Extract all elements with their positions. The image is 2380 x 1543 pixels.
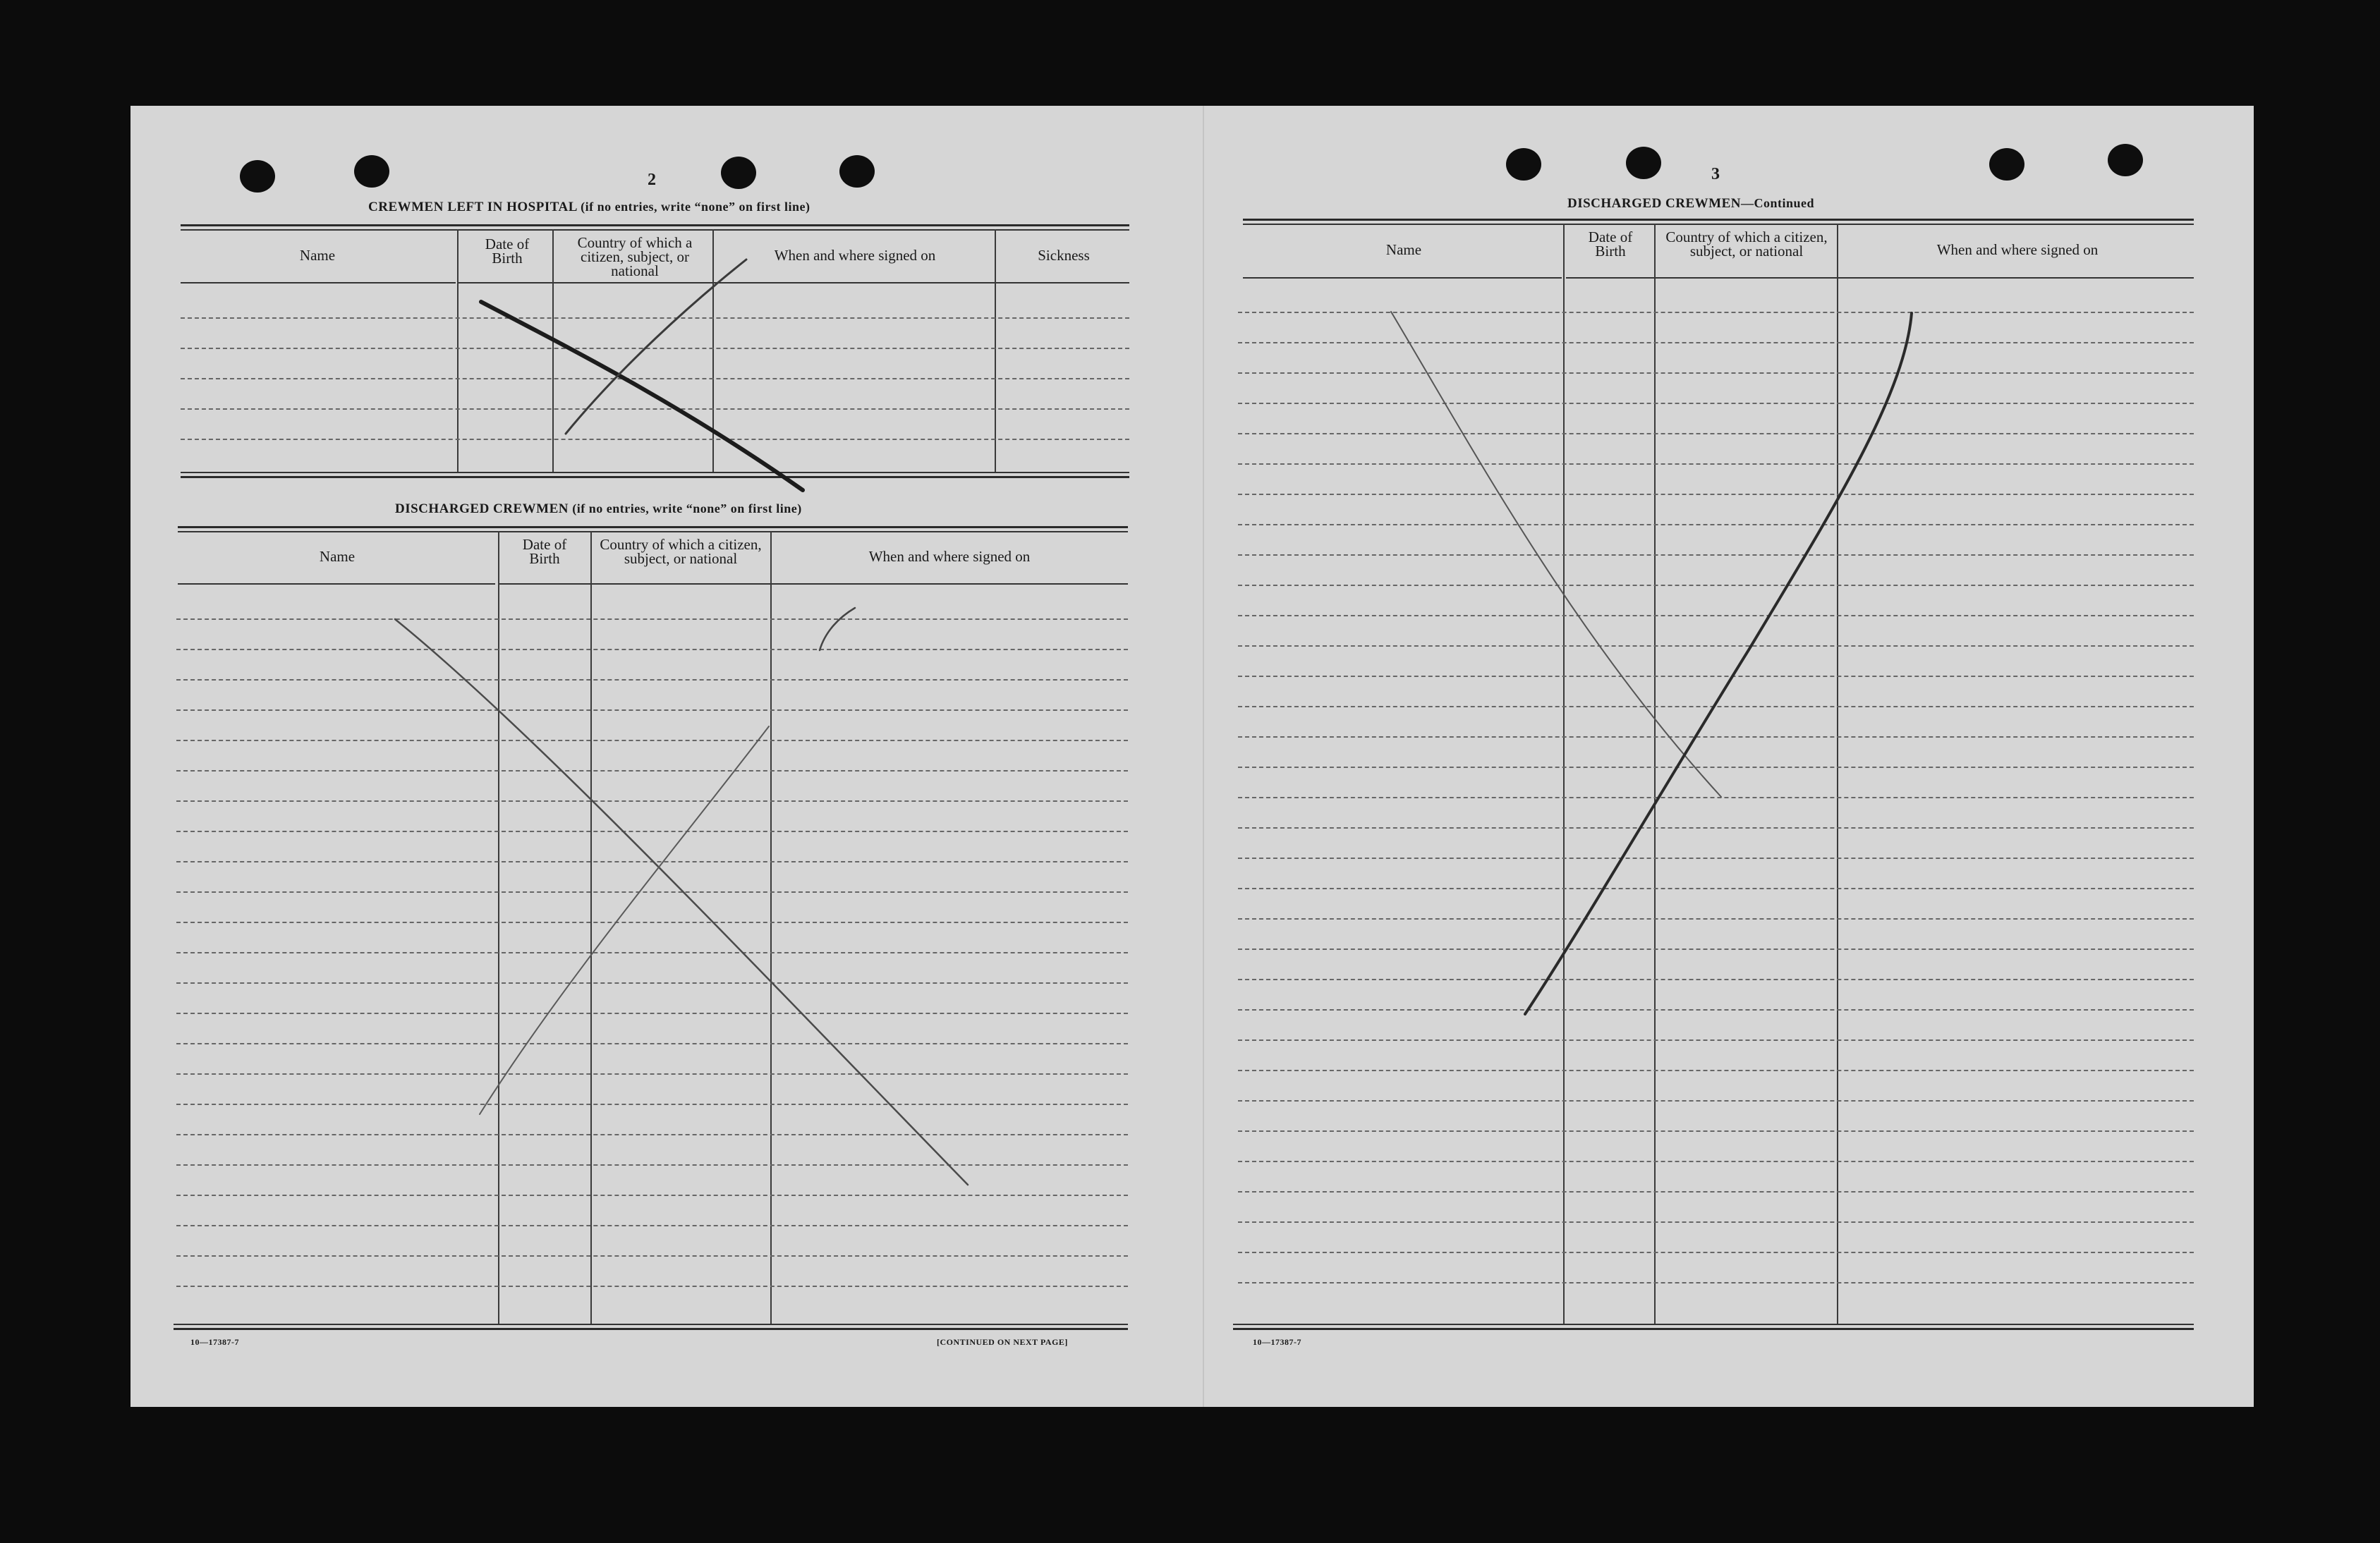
section-title-text: CREWMEN LEFT IN HOSPITAL (368, 200, 577, 214)
form-number: 10—17387-7 (1253, 1337, 1301, 1347)
section-instruction: (if no entries, write “none” on first line) (581, 200, 810, 214)
discharged-cross-stroke (395, 619, 968, 1185)
column-header-signed-on: When and where signed on (1936, 241, 2099, 258)
column-header-name: Name (319, 548, 356, 565)
column-header-name: Name (1385, 241, 1422, 258)
page-number: 3 (1711, 165, 1720, 183)
hospital-cross-stroke (481, 302, 803, 490)
column-header-signed-on: When and where signed on (774, 247, 936, 264)
continued-cross-stroke (1391, 312, 1721, 797)
column-header-country: Country of which a citizen, subject, or national (600, 536, 762, 567)
ink-tick-mark (820, 608, 855, 650)
section-instruction: (if no entries, write “none” on first line) (572, 501, 802, 516)
column-header-date-of-birth: Date of Birth (522, 536, 567, 567)
page-number: 2 (648, 171, 656, 189)
column-header-date-of-birth: Date of Birth (1588, 228, 1633, 260)
column-header-date-of-birth: Date of Birth (485, 236, 530, 267)
column-header-signed-on: When and where signed on (868, 548, 1031, 565)
continued-cross-stroke (1525, 313, 1912, 1014)
discharged-cross-stroke (480, 726, 769, 1114)
column-header-country: Country of which a citizen, subject, or national (1665, 228, 1828, 260)
section-title-text: DISCHARGED CREWMEN (395, 501, 569, 516)
column-header-name: Name (299, 247, 336, 264)
section-title-text: DISCHARGED CREWMEN (1567, 196, 1741, 211)
form-number: 10—17387-7 (190, 1337, 239, 1347)
section-title-suffix: —Continued (1741, 196, 1815, 210)
continued-note: [CONTINUED ON NEXT PAGE] (937, 1337, 1068, 1347)
column-header-country: Country of which a citizen, subject, or national (577, 234, 693, 279)
hospital-cross-stroke (566, 260, 746, 434)
column-header-sickness: Sickness (1038, 247, 1090, 264)
